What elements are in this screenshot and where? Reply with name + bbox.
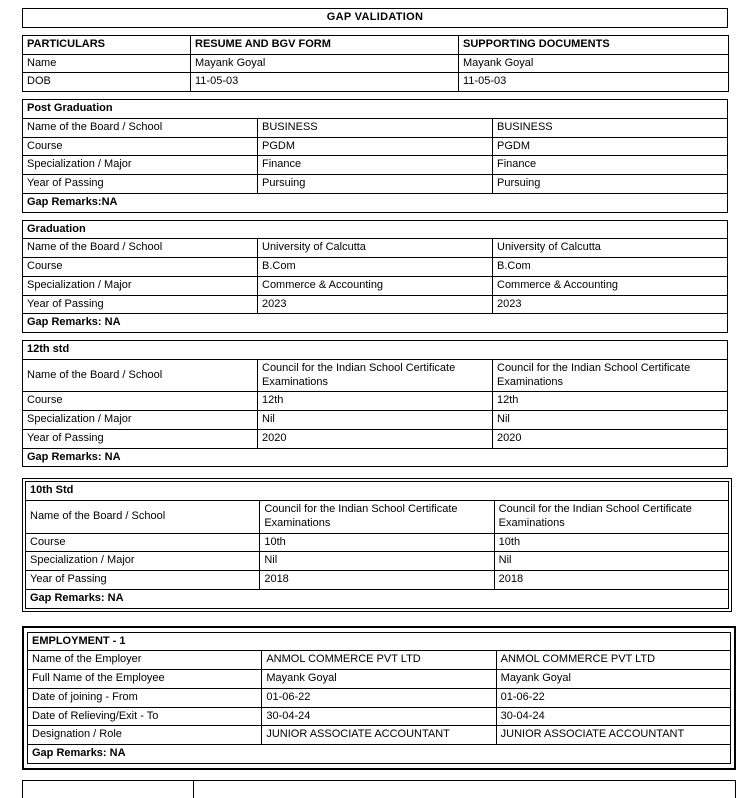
section-title: Graduation bbox=[23, 220, 728, 239]
row-value-supporting: Nil bbox=[493, 411, 728, 430]
row-value-supporting: 2023 bbox=[493, 295, 728, 314]
table-row bbox=[23, 392, 728, 411]
row-label: Course bbox=[23, 258, 258, 277]
row-value-supporting: University of Calcutta bbox=[493, 239, 728, 258]
section-title: Post Graduation bbox=[23, 100, 728, 119]
table-header-row bbox=[23, 35, 729, 54]
table-row bbox=[26, 571, 729, 590]
bottom-cell-right bbox=[194, 781, 735, 798]
section-title: EMPLOYMENT - 1 bbox=[28, 632, 731, 651]
row-value-supporting: BUSINESS bbox=[493, 118, 728, 137]
title-table bbox=[22, 8, 728, 28]
row-label: Name of the Board / School bbox=[23, 359, 258, 392]
section-header bbox=[28, 632, 731, 651]
row-value-resume: Pursuing bbox=[258, 175, 493, 194]
table-row bbox=[23, 73, 729, 92]
gap-remarks: Gap Remarks: NA bbox=[23, 314, 728, 333]
row-value-resume: Finance bbox=[258, 156, 493, 175]
table-row bbox=[28, 688, 731, 707]
table-row bbox=[23, 295, 728, 314]
bottom-cell-left bbox=[23, 781, 194, 798]
row-label: Year of Passing bbox=[26, 571, 260, 590]
table-row bbox=[26, 501, 729, 534]
row-value-resume: 10th bbox=[260, 533, 494, 552]
table-row bbox=[23, 175, 728, 194]
spacer bbox=[22, 92, 740, 99]
row-value-resume: Council for the Indian School Certificate Examinations bbox=[260, 501, 494, 534]
identity-table bbox=[22, 35, 729, 92]
row-label: Year of Passing bbox=[23, 429, 258, 448]
table-row bbox=[23, 137, 728, 156]
row-value-resume: 2018 bbox=[260, 571, 494, 590]
table-row bbox=[23, 359, 728, 392]
gap-remarks: Gap Remarks: NA bbox=[26, 589, 729, 608]
spacer bbox=[22, 333, 740, 340]
row-label: Specialization / Major bbox=[23, 411, 258, 430]
column-header-supporting: SUPPORTING DOCUMENTS bbox=[459, 35, 729, 54]
section-header bbox=[26, 482, 729, 501]
row-label: DOB bbox=[23, 73, 191, 92]
document-title-row bbox=[23, 9, 728, 28]
row-label: Full Name of the Employee bbox=[28, 670, 262, 689]
row-value-supporting: ANMOL COMMERCE PVT LTD bbox=[496, 651, 730, 670]
table-row bbox=[23, 239, 728, 258]
row-value-supporting: Commerce & Accounting bbox=[493, 276, 728, 295]
row-value-resume: Council for the Indian School Certificate Examinations bbox=[258, 359, 493, 392]
row-value-resume: Mayank Goyal bbox=[191, 54, 459, 73]
row-value-resume: B.Com bbox=[258, 258, 493, 277]
row-label: Specialization / Major bbox=[23, 276, 258, 295]
spacer bbox=[22, 467, 740, 478]
table-row bbox=[28, 707, 731, 726]
gap-remarks: Gap Remarks:NA bbox=[23, 193, 728, 212]
row-value-supporting: Mayank Goyal bbox=[459, 54, 729, 73]
row-value-resume: 30-04-24 bbox=[262, 707, 496, 726]
section-title: 12th std bbox=[23, 341, 728, 360]
table-row bbox=[23, 118, 728, 137]
section-header bbox=[23, 341, 728, 360]
section-10th-std bbox=[25, 481, 729, 608]
row-value-resume: 12th bbox=[258, 392, 493, 411]
gap-remarks-row bbox=[23, 448, 728, 467]
section-header bbox=[23, 220, 728, 239]
row-label: Specialization / Major bbox=[26, 552, 260, 571]
row-value-supporting: 10th bbox=[494, 533, 728, 552]
row-value-resume: University of Calcutta bbox=[258, 239, 493, 258]
row-label: Date of joining - From bbox=[28, 688, 262, 707]
row-value-resume: ANMOL COMMERCE PVT LTD bbox=[262, 651, 496, 670]
table-row bbox=[23, 429, 728, 448]
gap-remarks-row bbox=[23, 314, 728, 333]
table-row bbox=[23, 411, 728, 430]
row-value-resume: Mayank Goyal bbox=[262, 670, 496, 689]
row-value-resume: 2023 bbox=[258, 295, 493, 314]
section-10th-std-box bbox=[22, 478, 732, 611]
gap-remarks: Gap Remarks: NA bbox=[28, 745, 731, 764]
row-value-supporting: 30-04-24 bbox=[496, 707, 730, 726]
section-post-graduation bbox=[22, 99, 728, 213]
row-label: Designation / Role bbox=[28, 726, 262, 745]
page-title: GAP VALIDATION bbox=[23, 9, 728, 28]
section-graduation bbox=[22, 220, 728, 334]
table-row bbox=[26, 533, 729, 552]
table-row bbox=[23, 258, 728, 277]
section-header bbox=[23, 100, 728, 119]
row-label: Name of the Board / School bbox=[26, 501, 260, 534]
row-value-supporting: PGDM bbox=[493, 137, 728, 156]
gap-remarks-row bbox=[23, 193, 728, 212]
gap-remarks: Gap Remarks: NA bbox=[23, 448, 728, 467]
table-row bbox=[23, 276, 728, 295]
row-label: Name of the Board / School bbox=[23, 239, 258, 258]
column-header-particulars: PARTICULARS bbox=[23, 35, 191, 54]
row-value-supporting: 2018 bbox=[494, 571, 728, 590]
row-value-supporting: Pursuing bbox=[493, 175, 728, 194]
table-row bbox=[23, 156, 728, 175]
section-12th-std bbox=[22, 340, 728, 467]
table-row bbox=[26, 552, 729, 571]
row-label: Year of Passing bbox=[23, 175, 258, 194]
row-label: Specialization / Major bbox=[23, 156, 258, 175]
row-value-supporting: B.Com bbox=[493, 258, 728, 277]
row-value-supporting: Council for the Indian School Certificate Examinations bbox=[494, 501, 728, 534]
row-value-supporting: Council for the Indian School Certificate Examinations bbox=[493, 359, 728, 392]
row-value-resume: 2020 bbox=[258, 429, 493, 448]
table-row bbox=[28, 651, 731, 670]
section-title: 10th Std bbox=[26, 482, 729, 501]
row-value-supporting: 01-06-22 bbox=[496, 688, 730, 707]
row-label: Course bbox=[26, 533, 260, 552]
section-employment-box bbox=[22, 626, 736, 770]
row-value-supporting: 11-05-03 bbox=[459, 73, 729, 92]
row-label: Course bbox=[23, 137, 258, 156]
gap-remarks-row bbox=[26, 589, 729, 608]
row-value-supporting: 12th bbox=[493, 392, 728, 411]
row-label: Name bbox=[23, 54, 191, 73]
spacer bbox=[22, 213, 740, 220]
table-row bbox=[28, 670, 731, 689]
row-value-resume: Nil bbox=[260, 552, 494, 571]
row-value-supporting: 2020 bbox=[493, 429, 728, 448]
row-label: Date of Relieving/Exit - To bbox=[28, 707, 262, 726]
row-value-resume: Nil bbox=[258, 411, 493, 430]
row-label: Name of the Employer bbox=[28, 651, 262, 670]
column-header-resume: RESUME AND BGV FORM bbox=[191, 35, 459, 54]
row-label: Course bbox=[23, 392, 258, 411]
bottom-partial-row bbox=[22, 780, 736, 798]
table-row bbox=[28, 726, 731, 745]
row-value-supporting: Nil bbox=[494, 552, 728, 571]
row-value-supporting: JUNIOR ASSOCIATE ACCOUNTANT bbox=[496, 726, 730, 745]
row-value-resume: 11-05-03 bbox=[191, 73, 459, 92]
row-value-resume: PGDM bbox=[258, 137, 493, 156]
row-label: Year of Passing bbox=[23, 295, 258, 314]
row-value-resume: JUNIOR ASSOCIATE ACCOUNTANT bbox=[262, 726, 496, 745]
row-value-resume: Commerce & Accounting bbox=[258, 276, 493, 295]
row-value-resume: BUSINESS bbox=[258, 118, 493, 137]
spacer bbox=[22, 28, 740, 35]
table-row bbox=[23, 54, 729, 73]
row-value-supporting: Mayank Goyal bbox=[496, 670, 730, 689]
row-value-resume: 01-06-22 bbox=[262, 688, 496, 707]
row-value-supporting: Finance bbox=[493, 156, 728, 175]
gap-remarks-row bbox=[28, 745, 731, 764]
row-label: Name of the Board / School bbox=[23, 118, 258, 137]
section-employment bbox=[27, 632, 731, 764]
